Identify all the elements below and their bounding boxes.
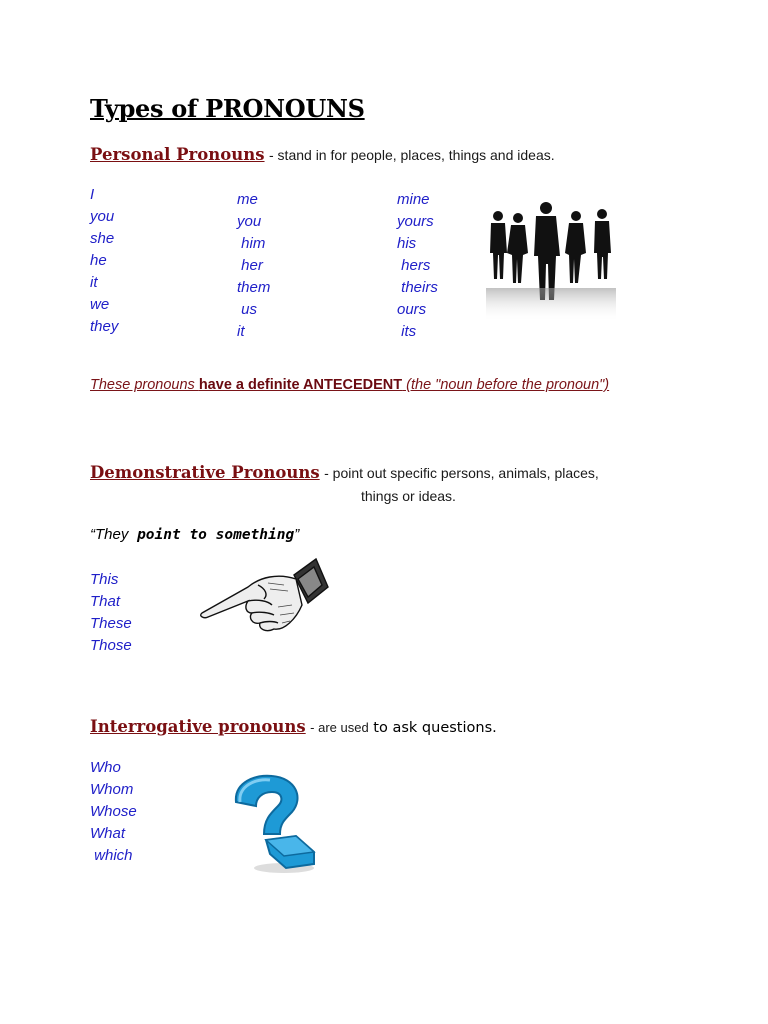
demonstrative-section-header <box>90 463 599 483</box>
interrogative-section-header <box>90 717 497 737</box>
personal-col-object <box>237 189 270 343</box>
pronoun-item: him <box>237 235 266 252</box>
antecedent-note <box>90 377 609 393</box>
pointing-hand-icon <box>198 555 332 637</box>
pronoun-item: I <box>90 186 95 203</box>
pronoun-item: she <box>90 230 115 247</box>
interrogative-list <box>90 757 137 867</box>
people-silhouettes-icon <box>486 198 616 322</box>
personal-description: - stand in for people, places, things and ideas. <box>269 147 555 163</box>
pronoun-item: What <box>90 825 126 842</box>
pronoun-item: it <box>237 323 245 340</box>
pronoun-item: its <box>397 323 417 340</box>
pronoun-item: This <box>90 571 119 588</box>
pronoun-item: These <box>90 615 132 632</box>
pronoun-item: us <box>237 301 258 318</box>
interrogative-description-large: to ask questions. <box>368 720 497 736</box>
pronoun-item: you <box>90 208 115 225</box>
quote-bold: point to something <box>128 527 295 543</box>
demonstrative-list <box>90 569 132 657</box>
note-text-post: (the "noun before the pronoun") <box>402 377 610 393</box>
pronoun-item: Those <box>90 637 132 654</box>
pronoun-item: theirs <box>397 279 438 296</box>
pronoun-item: Whose <box>90 803 137 820</box>
pronoun-item: his <box>397 235 417 252</box>
pronoun-item: which <box>90 847 133 864</box>
note-text-pre: These pronouns <box>90 377 199 393</box>
interrogative-description-small: - are used <box>310 720 369 735</box>
personal-col-possessive <box>397 189 438 343</box>
personal-col-subject <box>90 184 118 338</box>
pronoun-item: hers <box>397 257 431 274</box>
pronoun-item: mine <box>397 191 430 208</box>
pronoun-item: them <box>237 279 271 296</box>
personal-heading: Personal Pronouns <box>90 145 265 164</box>
pronoun-item: That <box>90 593 121 610</box>
demonstrative-description-line1: - point out specific persons, animals, places, <box>324 465 599 481</box>
demonstrative-quote <box>90 526 299 543</box>
pronoun-item: ours <box>397 301 427 318</box>
personal-section-header <box>90 145 555 165</box>
demonstrative-heading: Demonstrative Pronouns <box>90 463 320 482</box>
pronoun-item: Who <box>90 759 121 776</box>
note-text-bold: have a definite ANTECEDENT <box>198 377 403 393</box>
pronoun-item: you <box>237 213 262 230</box>
pronoun-item: her <box>237 257 263 274</box>
pronoun-item: yours <box>397 213 434 230</box>
quote-open: “They <box>90 526 129 543</box>
pronoun-item: he <box>90 252 107 269</box>
page-title: Types of PRONOUNS <box>90 94 365 123</box>
quote-close: ” <box>294 526 300 543</box>
question-mark-icon <box>226 772 326 876</box>
pronoun-item: me <box>237 191 258 208</box>
pronoun-item: they <box>90 318 119 335</box>
interrogative-heading: Interrogative pronouns <box>90 717 306 736</box>
pronoun-item: Whom <box>90 781 134 798</box>
pronoun-item: it <box>90 274 98 291</box>
demonstrative-description-line2: things or ideas. <box>361 488 456 504</box>
pronoun-item: we <box>90 296 110 313</box>
